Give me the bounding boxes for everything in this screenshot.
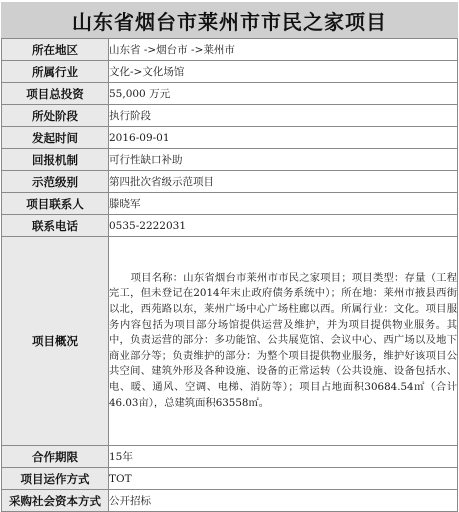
row-label: 所在地区: [2, 39, 109, 61]
overview-text: 项目名称：山东省烟台市莱州市市民之家项目；项目类型：存量（工程完工，但未登记在2014年末止政府债务系统中）；所在地：莱州市掖县西街以北，西苑路以东，莱州广场中心广场柱廊以西。所属行业：文化。项目服务内容包括为项目部分场馆提供运营及维护，并为项目提供物业服务。其中，负责运营的部分：多功能馆、公共展览馆、会议中心、西广场以及地下商业部分等；负责维护的部分：为整个项目提供物业服务，维护好该项目公共空间、建筑外形及各种设施、设备的正常运转（公共设施、设备包括水、电、暖、通风、空调、电梯、消防等）；项目占地面积30684.54㎡（合计46.03亩），总建筑面积63558㎡。: [109, 237, 458, 446]
table-row-procurement: [2, 490, 458, 512]
row-label: 采购社会资本方式: [2, 490, 109, 512]
table-row-overview: [2, 237, 458, 446]
row-label: 项目联系人: [2, 193, 109, 215]
row-label: 项目运作方式: [2, 468, 109, 490]
row-value: 2016-09-01: [109, 127, 458, 149]
row-value: 文化->文化场馆: [109, 61, 458, 83]
page-title: 山东省烟台市莱州市市民之家项目: [1, 2, 458, 38]
row-value: 山东省 ->烟台市 ->莱州市: [109, 39, 458, 61]
table-row-industry: [2, 61, 458, 83]
row-value: 55,000 万元: [109, 83, 458, 105]
row-label: 项目总投资: [2, 83, 109, 105]
row-value: 15年: [109, 446, 458, 468]
table-row-return-mechanism: [2, 149, 458, 171]
row-value: 公开招标: [109, 490, 458, 512]
row-label: 所属行业: [2, 61, 109, 83]
row-value: TOT: [109, 468, 458, 490]
table-row-start-date: [2, 127, 458, 149]
table-row-demo-level: [2, 171, 458, 193]
table-row-region: [2, 39, 458, 61]
row-label: 合作期限: [2, 446, 109, 468]
table-row-contact-person: [2, 193, 458, 215]
table-row-stage: [2, 105, 458, 127]
table-row-total-investment: [2, 83, 458, 105]
table-row-term: [2, 446, 458, 468]
row-label: 项目概况: [2, 237, 109, 446]
row-label: 发起时间: [2, 127, 109, 149]
row-value: 执行阶段: [109, 105, 458, 127]
row-value: 0535-2222031: [109, 215, 458, 237]
table-row-contact-phone: [2, 215, 458, 237]
row-label: 示范级别: [2, 171, 109, 193]
row-label: 回报机制: [2, 149, 109, 171]
row-label: 所处阶段: [2, 105, 109, 127]
row-label: 联系电话: [2, 215, 109, 237]
row-value: 可行性缺口补助: [109, 149, 458, 171]
row-value: 滕晓军: [109, 193, 458, 215]
table-row-operation-mode: [2, 468, 458, 490]
project-info-table: [1, 38, 458, 512]
row-value: 第四批次省级示范项目: [109, 171, 458, 193]
